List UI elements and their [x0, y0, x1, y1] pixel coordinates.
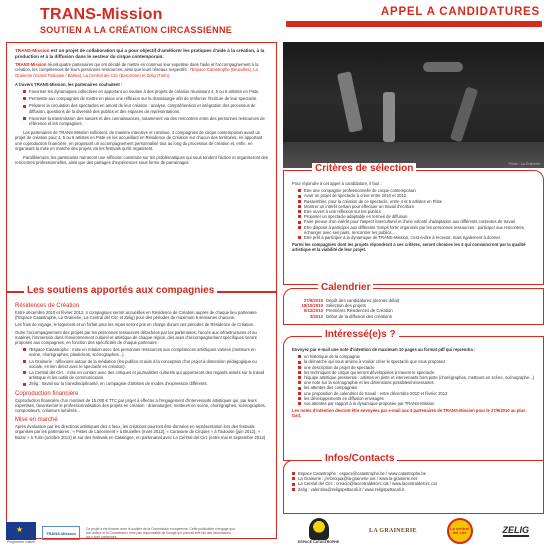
- bullet-icon: [298, 210, 301, 213]
- photo-credit: Photo : La Grainerie: [508, 162, 540, 166]
- criteres-list: [292, 188, 535, 240]
- residence-item: l'Espace Catastrophe : mise en relation avec des personnes ressources aux compétences artistiques variées (metteurs en scène, chorégraphes, plasticiens, scénographes...).: [23, 347, 268, 357]
- bullet-icon: [292, 477, 295, 480]
- bullet-icon: [23, 383, 26, 386]
- photo-figure: [337, 71, 363, 133]
- residences-p3: Outre l'accompagnement des projets par les personnes ressources détachées par les partenaires, l'accès aux infrastructures et au matériel, l'immersion dans l'environnement culturel et artistique de chaque région, des axes d'accompagnement spécifiques seront proposés aux compagnies, en fonction des spécificités de chaque partenaire :: [15, 329, 257, 346]
- page-subtitle: SOUTIEN A LA CRÉATION CIRCASSIENNE: [40, 25, 233, 35]
- residences-list: [15, 347, 268, 386]
- goals-list: [15, 89, 268, 126]
- intro-lead: TRANS-Mission est un projet de collaboration qui a pour objectif d'améliorer les pratiques d'aide à la création, à la production et à la diffusion dans le secteur du cirque contemporain.: [15, 48, 265, 59]
- criteria-item: Rassembler, pour la création de ce spectacle, entre 4 et 6 artistes en Piste: [298, 199, 535, 204]
- interesse-list: [292, 354, 535, 406]
- bullet-icon: [23, 117, 26, 120]
- criteres-note: Parmi les compagnies dont les projets répondront à ces critères, seront choisies les 4 qui convaincront par la qualité artistique et la viabilité de leur projet.: [292, 242, 526, 253]
- criteres-box: [283, 170, 544, 285]
- partner-logos: [283, 514, 544, 548]
- interesse-box: [283, 336, 544, 461]
- bullet-icon: [298, 402, 301, 405]
- bullet-icon: [292, 472, 295, 475]
- criteria-item: Etre une compagnie professionnelle de cirque contemporain: [298, 188, 535, 193]
- criteria-item: Montrer un intérêt certain pour effectuer un travail d'écriture: [298, 204, 535, 209]
- bullet-icon: [23, 348, 26, 351]
- logo-central: [447, 518, 473, 544]
- marche-title: Mise en marché: [15, 417, 58, 424]
- goal-item: Permettre aux compagnies de mettre en place une réflexion sur la dramaturgie afin de renforcer l'écriture de leur spectacle.: [23, 96, 268, 101]
- bullet-icon: [298, 236, 301, 239]
- bullet-icon: [298, 221, 301, 224]
- header-left: [40, 6, 232, 35]
- bullet-icon: [23, 105, 26, 108]
- criteria-item: Faire preuve d'un intérêt pour l'aspect interculturel et d'une volonté d'adaptation aux différents contextes de travail: [298, 219, 535, 224]
- infos-title: Infos/Contacts: [322, 453, 397, 464]
- criteres-lead: Pour répondre à cet appel à candidature, il faut :: [292, 181, 382, 186]
- bullet-icon: [298, 195, 301, 198]
- calendrier-box: [283, 288, 544, 325]
- marche-paragraph: Après évaluation par les directions artistiques des 4 lieux, les créations pourront être données en représentation lors des festivals organisés par les partenaires : « Pistes de Lancement » à Bruxelles (mars 2012), « Caravane de Cirques » à Toulouse (juin 2012), « Bazar » à Turin (octobre 2012) et sur des festivals en Catalogne, en partenariat avec La Central del Circ (entre mai et septembre 2012).: [15, 424, 267, 440]
- interest-item: une description du projet de spectacle: [298, 365, 535, 370]
- criteria-item: Etre ouvert à une réflexion sur les publics: [298, 209, 535, 214]
- interesse-note: Les notes d'intention devront être envoyées par e-mail aux 4 partenaires de TRANS-Mission pour le 27/9/2010 au plus tard.: [292, 408, 526, 419]
- intro-partners-paragraph: TRANS-Mission réunit quatre partenaires qui ont décidé de mettre en commun leur expertise dans l'aide et l'accompagnement à la création, les compétences de leurs personnes ressources, ainsi que leurs réseaux respectifs : l'Espace Catastrophe (Bruxelles), La Grainerie (Grand Toulouse / Balma), La Central del Circ (Barcelone) et Zelig (Turin).: [15, 62, 259, 78]
- interest-item: les techniques de cirque qui seront développées à travers le spectacle: [298, 370, 535, 375]
- calendrier-title: Calendrier: [318, 282, 373, 293]
- bullet-icon: [298, 392, 301, 395]
- residences-p2: Les frais de voyage, le logement et un forfait pour les repas seront pris en charge durant ces périodes de Résidence de Création.: [15, 322, 255, 328]
- bullet-icon: [298, 200, 301, 203]
- bullet-icon: [23, 371, 26, 374]
- bullet-icon: [298, 226, 301, 229]
- criteria-item: Etre prêt à participer à la dynamique de TRANS-Mission, c'est-à-dire à recevoir, mais également à donner.: [298, 235, 535, 240]
- calendar-row: 3/2012 Début de la diffusion des créations: [309, 313, 392, 319]
- residence-item: La Central del Circ : mise en contact avec des critiques et journalistes culturels qui apporteront des regards avisés sur le travail artistique et les outils de communication.: [23, 370, 268, 380]
- intro-paragraph-5: Parallèlement, les partenaires mèneront une réflexion construite sur les problématiques qui sous tendent l'action et organiseront des rencontres professionnelles, ainsi que des partages d'expériences sous forme de parrainages.: [15, 155, 268, 166]
- bullet-icon: [23, 360, 26, 363]
- bullet-icon: [298, 381, 301, 384]
- contact-item[interactable]: La Grainerie : jm-broqua@la-grainerie.net / www.la-grainerie.net: [292, 476, 535, 481]
- bullet-icon: [23, 97, 26, 100]
- residences-p1: Entre décembre 2010 et février 2012, 4 compagnies seront accueillies en Résidence de Création auprès de chaque lieu partenaire (l'Espace Catastrophe, La Grainerie, La Central del Circ et Zelig) pour des périodes de maximum 5 semaines chacune.: [15, 310, 257, 321]
- eu-logo-group: [6, 522, 36, 544]
- bullet-icon: [298, 189, 301, 192]
- bullet-icon: [298, 376, 301, 379]
- soutiens-box: [6, 292, 277, 539]
- goal-item: Préparer la circulation des spectacles en amont de leur création : analyse, compréhension et intégration des processus de diffusion, questions de la diversité des publics et des espaces de représentations.: [23, 103, 268, 113]
- catastrophe-icon: [309, 518, 329, 540]
- bullet-icon: [298, 205, 301, 208]
- goal-item: Favoriser les dynamiques collectives en apportant un soutien à des projets de création réunissant 4, 5 ou 6 artistes en Piste.: [23, 89, 268, 94]
- residence-item: La Grainerie : réflexions autour de la médiation (les publics et aide à la conception d'un projet à dimension pédagogique ou sociale, en lien direct avec le spectacle en création).: [23, 359, 268, 369]
- goal-item: Favoriser la transmission des savoirs et des connaissances, notamment via des rencontres entre des personnes ressources de référence et les compagnies.: [23, 116, 268, 126]
- performance-photo: [283, 42, 544, 168]
- criteria-item: Etre disposé à participer aux différents 'temps forts' organisés par les personnes ressources : participer aux rencontres, échanger avec ses pairs, rencontrer les publics...: [298, 225, 535, 235]
- infos-box: [283, 460, 544, 514]
- criteres-title: Critères de sélection: [312, 163, 416, 174]
- calendar-row: 27/9/2010 Dépôt des candidatures (dernier délai): [303, 298, 400, 303]
- logo-zelig: ZELIG: [502, 525, 530, 535]
- interest-item: une note sur la scénographie et les dimensions possibles/nécessaires: [298, 380, 535, 385]
- central-icon: La central del circ: [447, 518, 473, 544]
- header-right: [286, 6, 542, 27]
- bullet-icon: [298, 215, 301, 218]
- interest-item: les développements en diffusion envisagés: [298, 396, 535, 401]
- criteria-item: Avoir un projet de spectacle à créer entre 2010 et 2012: [298, 193, 535, 198]
- page-title: TRANS-Mission: [40, 6, 163, 23]
- copro-paragraph: Coproduction financière d'un montant de 15.000 € TTC par projet à effecter à l'engagement d'intervenants artistiques qui, par leurs expertises, favoriseront le professionnalisation des projets en création : dramaturges, metteurs en scène, chorégraphes, scénographes, compositeurs, créateurs lumières...: [15, 397, 266, 414]
- goals-lead: A travers TRANS-Mission, les partenaires souhaitent :: [15, 81, 123, 87]
- soutiens-title: Les soutiens apportés aux compagnies: [24, 285, 217, 296]
- bullet-icon: [292, 488, 295, 491]
- bullet-icon: [23, 90, 26, 93]
- photo-figure: [423, 62, 463, 72]
- bullet-icon: [292, 483, 295, 486]
- bullet-icon: [298, 366, 301, 369]
- bullet-icon: [298, 371, 301, 374]
- contact-item[interactable]: Zelig : valentina@zeligspettacoli.it / www.zeligspettacoli.it: [292, 487, 535, 492]
- residence-item: Zelig : travail sur la transdisciplinarité, en compagnie d'artistes de modes d'expression différents.: [23, 381, 268, 386]
- interest-item: un historique de la compagnie: [298, 354, 535, 359]
- program-logo: TRANS-Mission: [42, 526, 80, 540]
- interesse-lead: Envoyez par e-mail une note d'intention de maximum 10 pages au format pdf qui reprendra :: [292, 347, 476, 352]
- interest-item: vos attentes par rapport à la dynamique proposée par TRANS-Mission: [298, 401, 535, 406]
- logo-catastrophe: ESPACE CATASTROPHE: [298, 518, 339, 544]
- contact-item[interactable]: La Central del Circ : creacio@lacentraldelcirc.cat / www.lacentraldelcirc.cat: [292, 481, 535, 486]
- interest-item: la démarche qui vous amène à vouloir créer le spectacle que vous proposez: [298, 359, 535, 364]
- eu-flag-icon: [6, 522, 36, 540]
- bullet-icon: [298, 361, 301, 364]
- logo-grainerie: LA GRAINERIE: [369, 528, 417, 534]
- contact-item[interactable]: Espace Catastrophe : espace@catastrophe.be / www.catastrophe.be: [292, 471, 535, 476]
- copro-title: Coproduction financière: [15, 390, 79, 397]
- bullet-icon: [298, 397, 301, 400]
- intro-box: [6, 42, 277, 292]
- interest-item: l'équipe artistique pressentie : artistes en piste et intervenants hors piste (chorégraphes, metteurs en scène, scénographe...): [298, 375, 535, 380]
- appel-heading: APPEL A CANDIDATURES: [380, 6, 540, 18]
- interest-item: les attentes des compagnies: [298, 385, 535, 390]
- footer-disclaimer: Ce projet a été financé avec le soutien de la Commission européenne. Cette publication n'engage que son auteur et la Commission n'est pas responsable de l'usage qui pourrait être fait des informations qui y sont contenues.: [86, 527, 235, 539]
- calendar-row: 18/10/2010 Sélection des projets: [301, 303, 366, 309]
- criteria-item: Proposer un spectacle adaptable en termes de diffusion: [298, 214, 535, 219]
- photo-figure: [383, 92, 395, 142]
- footer-logos: [6, 520, 277, 546]
- interest-item: une proposition de calendrier de travail : entre décembre 2010 et février 2012: [298, 391, 535, 396]
- interesse-title: Intéressé(e)s ?: [322, 329, 399, 340]
- bullet-icon: [298, 355, 301, 358]
- calendar-row: 5/12/2010 Premières Résidences de Création: [303, 308, 393, 314]
- bullet-icon: [298, 387, 301, 390]
- residences-title: Résidences de Création: [15, 303, 80, 309]
- header-red-bar: [286, 21, 542, 27]
- intro-paragraph-4: Les partenaires de TRANS-Mission sollicitent, de manière intensive et continue, 4 compagnies de cirque contemporain avant un projet de création pour 4, 5 ou 6 artistes en Piste en les accueillant en Résidence de Création sur chacun des territoires, en apportant une coproduction financière, en proposant un accompagnement personnalisé tout au long du processus de création et, enfin, en organisant la mise en marché des projets via les festivals qu'ils organisent.: [15, 130, 263, 151]
- photo-figure: [450, 86, 478, 142]
- eu-text: Programme culture: [6, 540, 36, 544]
